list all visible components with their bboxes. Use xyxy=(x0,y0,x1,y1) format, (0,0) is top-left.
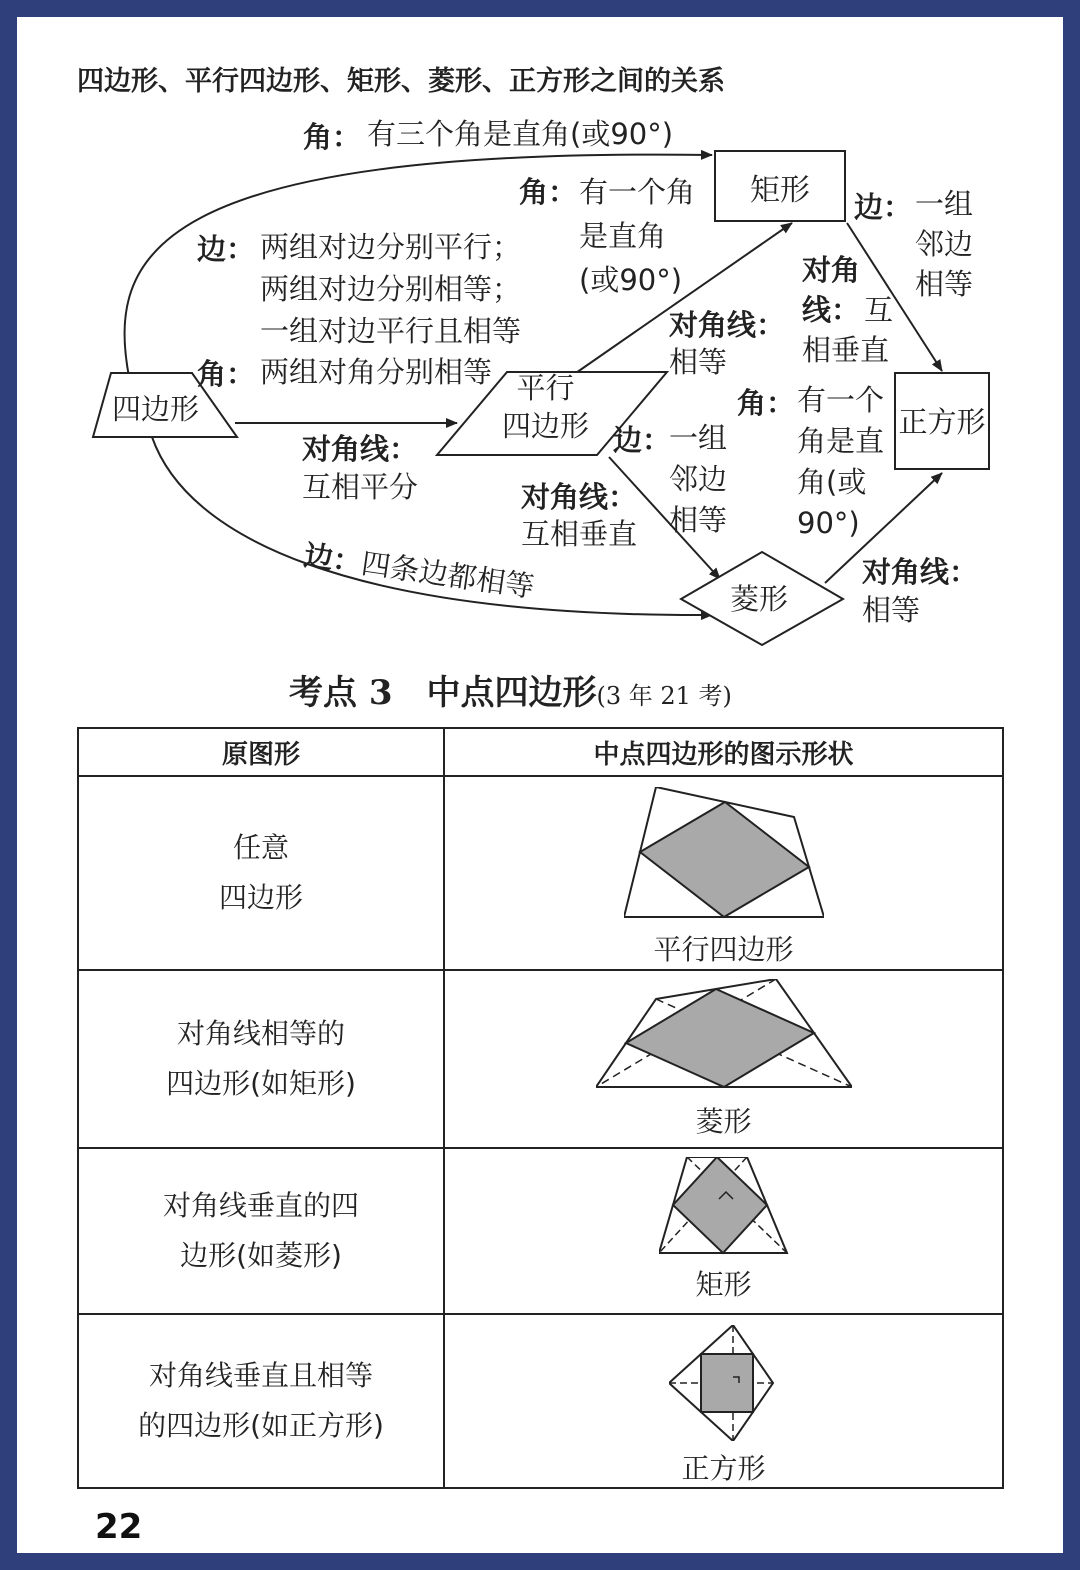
label-para-to-rhombus-side: 一组 邻边 相等 xyxy=(669,421,728,537)
row-figure xyxy=(444,970,1003,1148)
label-key-side: 边： xyxy=(197,232,256,266)
row-original: 任意 四边形 xyxy=(78,776,444,970)
midpoint-table xyxy=(77,727,1004,1489)
label-key-side: 边： xyxy=(301,537,365,580)
label-key-angle: 角： xyxy=(737,386,796,420)
label-para-to-rect-angle: 有一个角 是直角 (或90°) xyxy=(579,175,696,297)
label-key-diag: 对角线： xyxy=(669,308,786,342)
row-figure xyxy=(444,1314,1003,1488)
para-node-label: 平行 四边形 xyxy=(502,371,590,443)
label-quad-to-rhombus-side: 四条边都相等 xyxy=(359,546,537,604)
row-original: 对角线垂直且相等 的四边形(如正方形) xyxy=(78,1314,444,1488)
label-key-diag: 对角线： xyxy=(862,555,979,589)
row-figure xyxy=(444,776,1003,970)
figure-caption: 矩形 xyxy=(695,1268,752,1301)
label-rect-to-square-diag-a: 对角 xyxy=(802,253,861,287)
figure-square xyxy=(669,1325,779,1441)
label-quad-to-rect-angle: 有三个角是直角(或90°) xyxy=(367,117,674,151)
label-key-angle: 角： xyxy=(519,175,578,209)
square-node xyxy=(894,372,990,470)
table-row xyxy=(78,970,1003,1148)
label-rhombus-to-square-angle: 有一个 角是直 角(或 90°) xyxy=(797,383,885,540)
figure-caption: 平行四边形 xyxy=(653,933,794,966)
label-key-side: 边： xyxy=(854,190,913,224)
row-original: 对角线垂直的四 边形(如菱形) xyxy=(78,1148,444,1314)
label-para-to-rhombus-diag: 互相垂直 xyxy=(521,517,638,551)
figure-parallelogram xyxy=(624,787,824,922)
rhombus-node-label: 菱形 xyxy=(730,582,789,616)
label-para-to-rect-diag: 相等 xyxy=(669,345,728,379)
label-quad-to-para-angles: 两组对角分别相等 xyxy=(260,355,493,389)
row-original: 对角线相等的 四边形(如矩形) xyxy=(78,970,444,1148)
label-rect-to-square-diag-b: 线： xyxy=(802,293,861,327)
page xyxy=(17,17,1063,1553)
quad-node-label: 四边形 xyxy=(112,392,200,426)
section-title-row xyxy=(289,665,732,714)
label-key-side: 边： xyxy=(613,423,672,457)
section-subtitle: (3 年 21 考) xyxy=(596,682,732,710)
section-title: 考点 3 中点四边形 xyxy=(289,673,597,713)
row-figure xyxy=(444,1148,1003,1314)
label-rect-to-square-side: 一组 邻边 相等 xyxy=(915,187,974,301)
figure-rhombus xyxy=(596,979,852,1094)
square-node-label: 正方形 xyxy=(898,405,986,439)
figure-rectangle xyxy=(659,1157,789,1257)
header-result: 中点四边形的图示形状 xyxy=(444,728,1003,776)
header-original: 原图形 xyxy=(78,728,444,776)
page-number: 22 xyxy=(95,1507,143,1547)
relationship-heading: 四边形、平行四边形、矩形、菱形、正方形之间的关系 xyxy=(77,66,725,97)
label-key-diag: 对角线： xyxy=(521,480,638,514)
table-row xyxy=(78,1314,1003,1488)
table-header-row xyxy=(78,728,1003,776)
label-quad-to-para-diag: 互相平分 xyxy=(302,470,419,504)
label-rect-to-square-diag-d: 相垂直 xyxy=(802,333,890,367)
rect-node xyxy=(714,150,846,222)
figure-caption: 菱形 xyxy=(695,1105,752,1138)
label-key-diag: 对角线： xyxy=(302,432,419,466)
label-rhombus-to-square-diag: 相等 xyxy=(862,593,921,627)
figure-caption: 正方形 xyxy=(681,1452,766,1485)
label-key-angle: 角： xyxy=(303,120,362,154)
label-quad-to-para-sides: 两组对边分别平行； 两组对边分别相等； 一组对边平行且相等 xyxy=(260,230,522,348)
rect-node-label: 矩形 xyxy=(750,173,810,208)
table-row xyxy=(78,776,1003,970)
label-key-angle: 角： xyxy=(197,357,256,391)
label-rect-to-square-diag-c: 互 xyxy=(864,293,894,327)
table-row xyxy=(78,1148,1003,1314)
